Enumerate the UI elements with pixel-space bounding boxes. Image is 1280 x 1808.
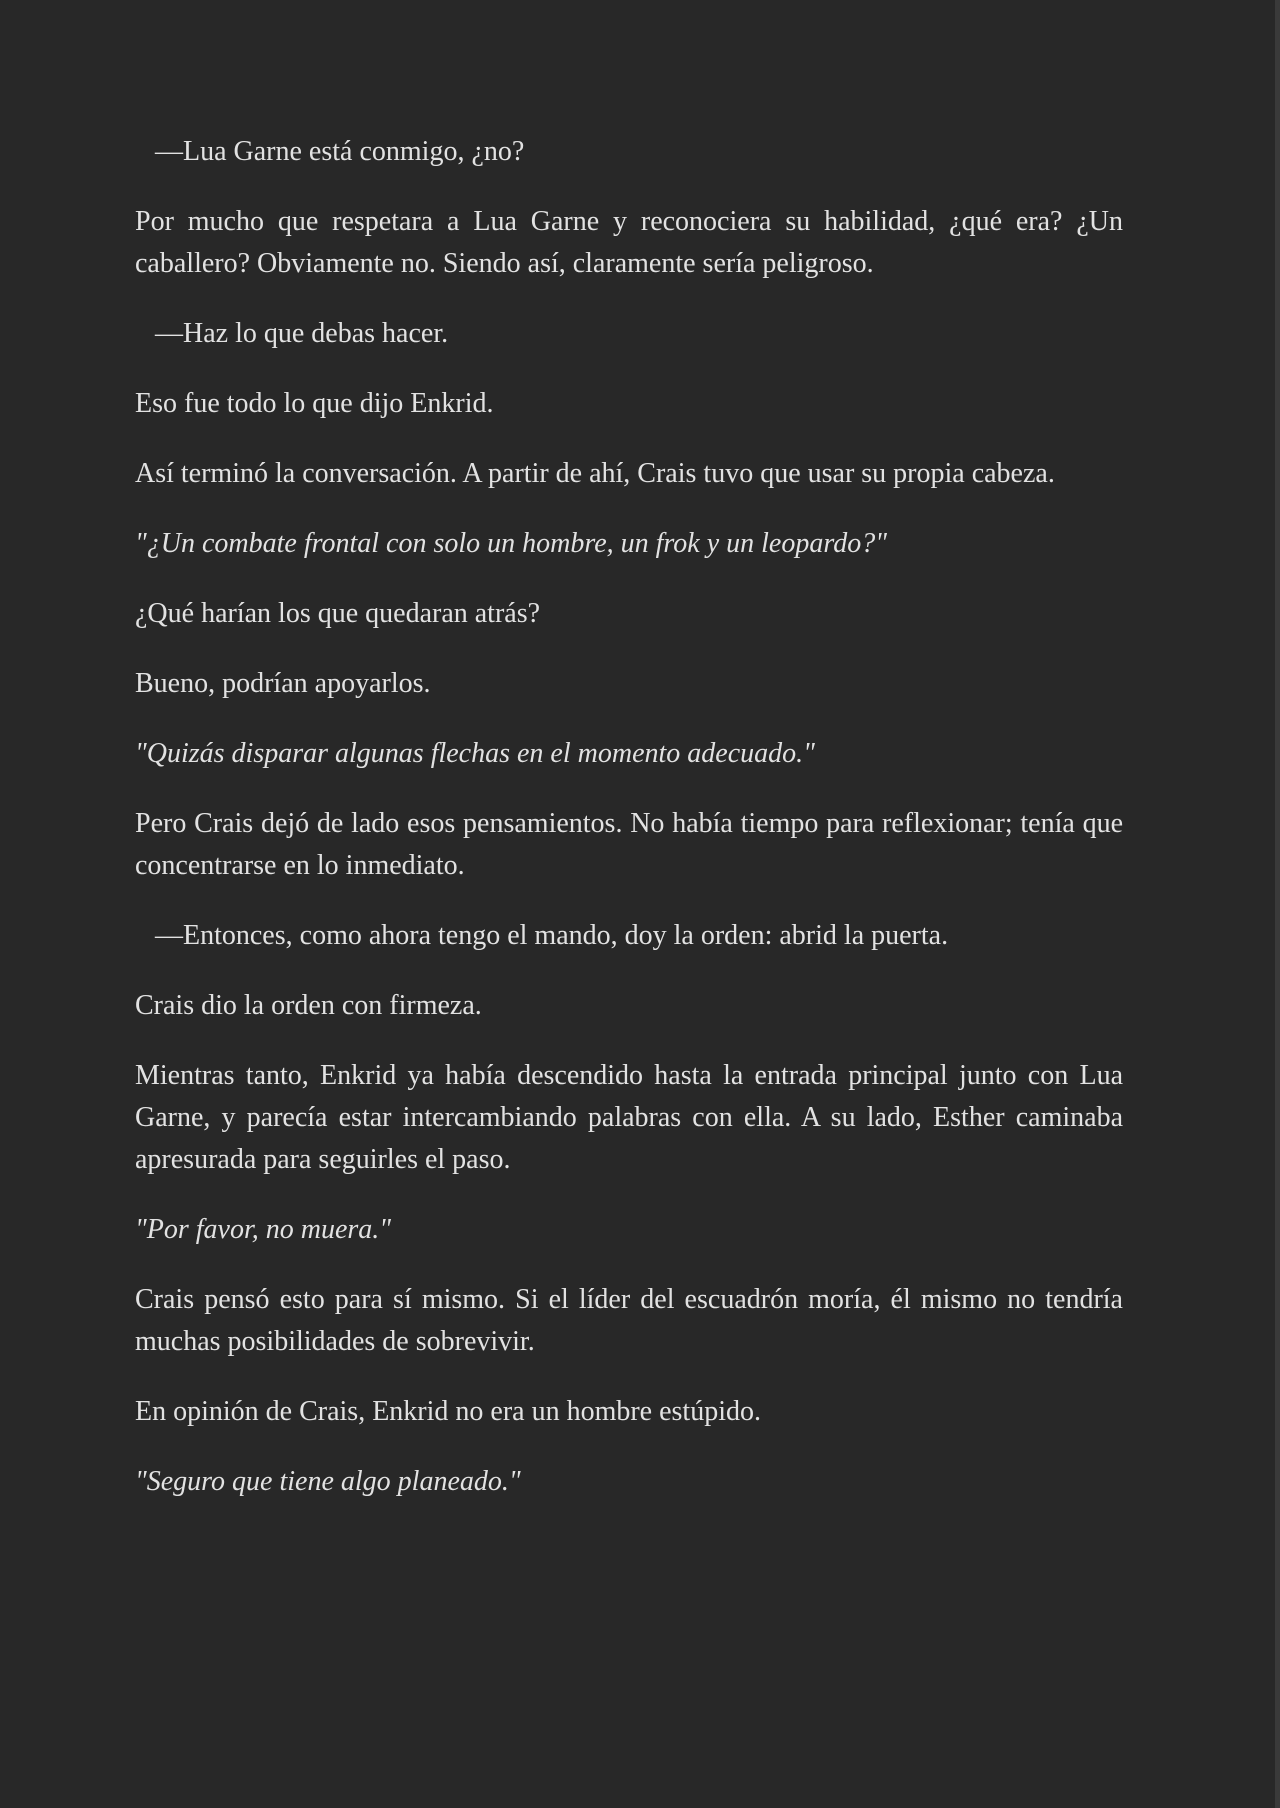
dialogue-line: —Entonces, como ahora tengo el mando, doy la orden: abrid la puerta. (155, 920, 949, 951)
narration-paragraph: En opinión de Crais, Enkrid no era un hombre estúpido. (135, 1396, 761, 1427)
narration-paragraph: Por mucho que respetara a Lua Garne y reconociera su habilidad, ¿qué era? ¿Un caballero? Obviamente no. Siendo así, claramente sería peligroso. (135, 206, 1123, 279)
narration-paragraph: Así terminó la conversación. A partir de ahí, Crais tuvo que usar su propia cabeza. (135, 458, 1055, 489)
narration-paragraph: Pero Crais dejó de lado esos pensamientos. No había tiempo para reflexionar; tenía que concentrarse en lo inmediato. (135, 808, 1123, 881)
dialogue-line: —Haz lo que debas hacer. (155, 318, 449, 349)
dialogue-line: —Lua Garne está conmigo, ¿no? (155, 136, 525, 167)
inner-monologue: "Seguro que tiene algo planeado." (135, 1466, 521, 1497)
narration-paragraph: Eso fue todo lo que dijo Enkrid. (135, 388, 494, 419)
narration-paragraph: Bueno, podrían apoyarlos. (135, 668, 431, 699)
text-column (135, 131, 1123, 1531)
narration-paragraph: Mientras tanto, Enkrid ya había descendido hasta la entrada principal junto con Lua Garne, y parecía estar intercambiando palabras con ella. A su lado, Esther caminaba apresurada para seguirles el paso. (135, 1060, 1123, 1175)
narration-paragraph: Crais dio la orden con firmeza. (135, 990, 482, 1021)
narration-paragraph: Crais pensó esto para sí mismo. Si el líder del escuadrón moría, él mismo no tendría muchas posibilidades de sobrevivir. (135, 1284, 1123, 1357)
inner-monologue: "Por favor, no muera." (135, 1214, 392, 1245)
inner-monologue: "¿Un combate frontal con solo un hombre, un frok y un leopardo?" (135, 528, 887, 559)
scrollbar-track[interactable] (1275, 0, 1280, 1808)
narration-paragraph: ¿Qué harían los que quedaran atrás? (135, 598, 541, 629)
inner-monologue: "Quizás disparar algunas flechas en el momento adecuado." (135, 738, 815, 769)
